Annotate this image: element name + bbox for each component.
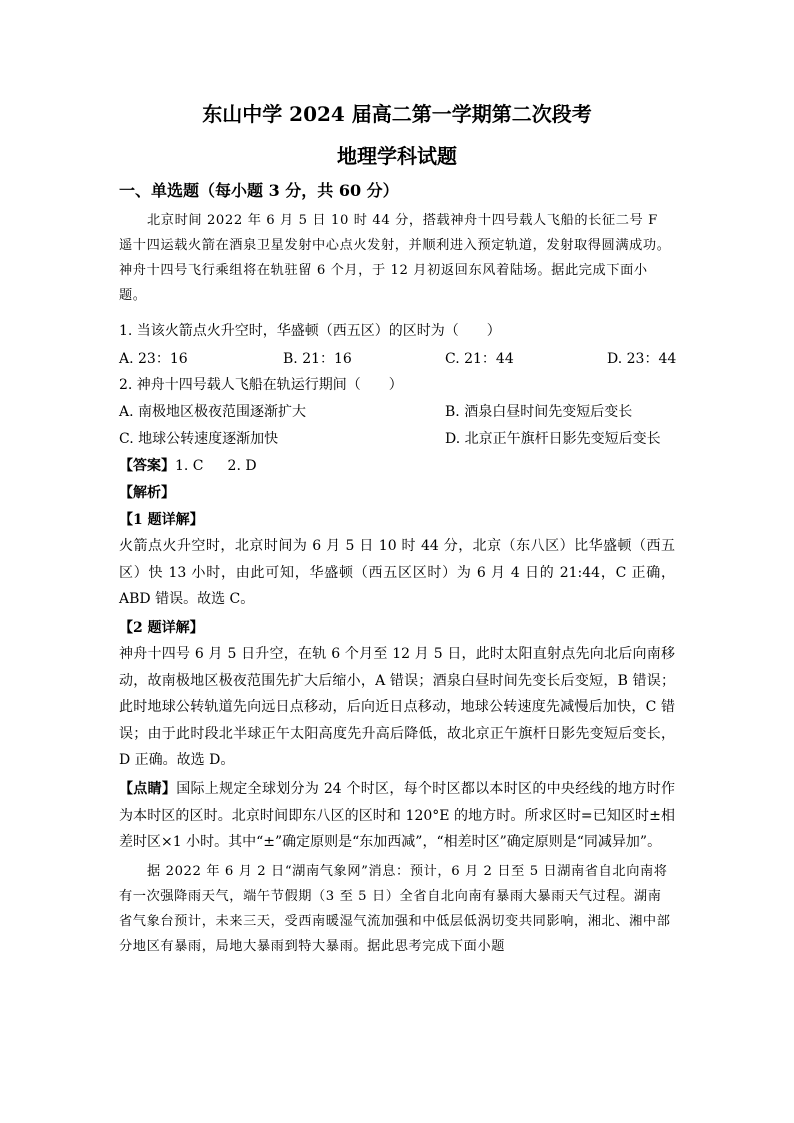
answer-2: 2. D (227, 458, 257, 474)
q1-option-a: A. 23：16 (119, 351, 188, 367)
q2-option-d: D. 北京正午旗杆日影先变短后变长 (445, 431, 661, 447)
section-heading: 一、单选题（每小题 3 分，共 60 分） (119, 181, 399, 200)
answer-1: 1. C (175, 458, 204, 474)
q2-option-b: B. 酒泉白昼时间先变短后变长 (445, 404, 633, 420)
q2-option-a: A. 南极地区极夜范围逐渐扩大 (119, 404, 307, 420)
q1-option-c: C. 21：44 (445, 351, 514, 367)
tip-label: 【点睛】 (119, 781, 177, 797)
intro-passage-1: 北京时间 2022 年 6 月 5 日 10 时 44 分，搭载神舟十四号载人飞船的长征二号 F 遥十四运载火箭在酒泉卫星发射中心点火发射，并顺利进入预定轨道，发射取得圆满成功。神舟十四号飞行乘组将在轨驻留 6 个月，于 12 月初返回东风着陆场。据此完成下面小题。 (119, 213, 671, 303)
tip-text: 国际上规定全球划分为 24 个时区，每个时区都以本时区的中央经线的地方时作为本时区的区时。北京时间即东八区的区时和 120°E 的地方时。所求区时=已知区时±相差时区×1 小时。其中“±”确定原则是“东加西减”，“相差时区”确定原则是“同减异加”。 (119, 781, 675, 850)
tip-paragraph (119, 776, 675, 856)
answer-label: 【答案】 (119, 458, 175, 474)
detail-2-text: 神舟十四号 6 月 5 日升空，在轨 6 个月至 12 月 5 日，此时太阳直射点先向北后向南移动，故南极地区极夜范围先扩大后缩小，A 错误；酒泉白昼时间先变长后变短，B 错误；此时地球公转轨道先向远日点移动，后向近日点移动，地球公转速度先减慢后加快，C 错误；由于此时段北半球正午太阳高度先升高后降低，故北京正午旗杆日影先变短后变长，D 正确。故选 D。 (119, 646, 675, 768)
analysis-label: 【解析】 (119, 485, 175, 501)
q2-option-c: C. 地球公转速度逐渐加快 (119, 431, 279, 447)
question-2-stem: 2. 神舟十四号载人飞船在轨运行期间（ ） (119, 377, 403, 393)
exam-title: 东山中学 2024 届高二第一学期第二次段考 (202, 102, 592, 126)
detail-1-text: 火箭点火升空时，北京时间为 6 月 5 日 10 时 44 分，北京（东八区）比华盛顿（西五区）快 13 小时，由此可知，华盛顿（西五区区时）为 6 月 4 日的 21:44，C 正确，ABD 错误。故选 C。 (119, 538, 675, 607)
question-1-stem: 1. 当该火箭点火升空时，华盛顿（西五区）的区时为（ ） (119, 323, 501, 339)
q1-option-b: B. 21：16 (283, 351, 352, 367)
q1-option-d: D. 23：44 (607, 351, 677, 367)
detail-2-label: 【2 题详解】 (119, 620, 204, 636)
intro-passage-2: 据 2022 年 6 月 2 日“湖南气象网”消息：预计，6 月 2 日至 5 日湖南省自北向南将有一次强降雨天气，端午节假期（3 至 5 日）全省自北向南有暴雨大暴雨天气过程。湖南省气象台预计，未来三天，受西南暖湿气流加强和中低层低涡切变共同影响，湘北、湘中部分地区有暴雨，局地大暴雨到特大暴雨。据此思考完成下面小题 (119, 864, 671, 954)
exam-subtitle: 地理学科试题 (337, 144, 457, 168)
detail-1-label: 【1 题详解】 (119, 512, 204, 528)
answer-line (119, 455, 257, 475)
